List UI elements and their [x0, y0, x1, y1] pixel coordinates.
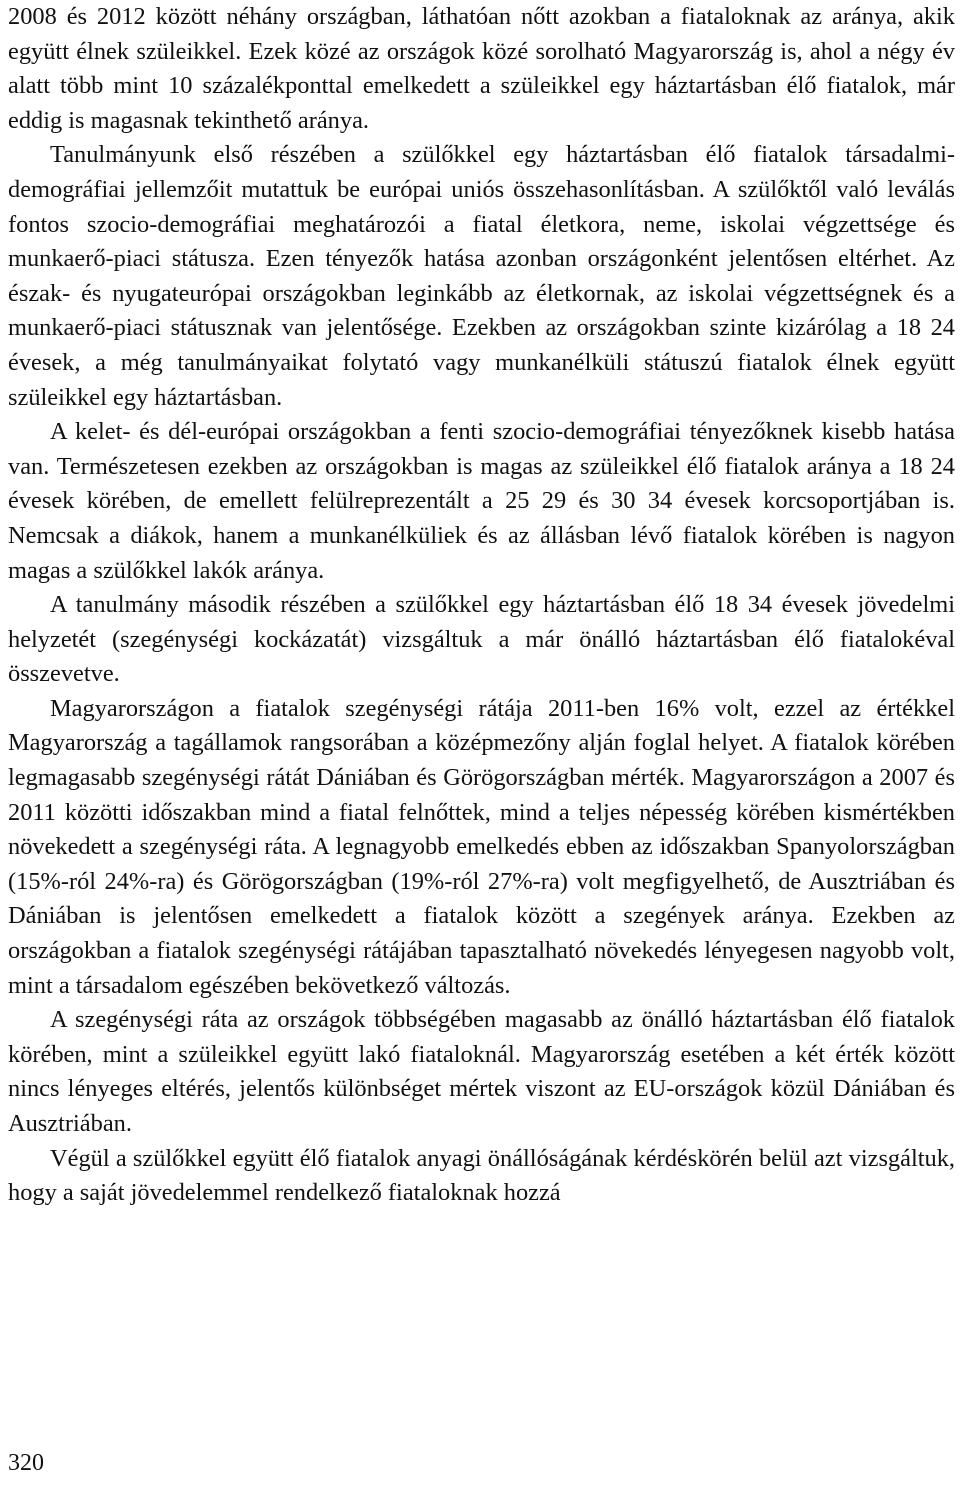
- paragraph-7: Végül a szülőkkel együtt élő fiatalok anyagi önállóságának kérdéskörén belül azt vizsgáltuk, hogy a saját jövedelemmel rendelkező fiataloknak hozzá: [8, 1144, 955, 1207]
- paragraph-1: 2008 és 2012 között néhány országban, láthatóan nőtt azokban a fiataloknak az aránya, akik együtt élnek szüleikkel. Ezek közé az országok közé sorolható Magyarország is, ahol a négy év alatt több mint 10 százalékponttal emelkedett a szüleikkel egy háztartásban élő fiatalok, már eddig is magasnak tekinthető aránya.: [8, 3, 955, 134]
- paragraph-4: A tanulmány második részében a szülőkkel egy háztartásban élő 18 34 évesek jövedelmi helyzetét (szegénységi kockázatát) vizsgáltuk a már önálló háztartásban élő fiatalokéval összevetve.: [8, 591, 955, 688]
- paragraph-5: Magyarországon a fiatalok szegénységi rátája 2011-ben 16% volt, ezzel az értékkel Magyarország a tagállamok rangsorában a középmezőny alján foglal helyet. A fiatalok körében legmagasabb szegénységi rátát Dániában és Görögországban mérték. Magyarországon a 2007 és 2011 közötti időszakban mind a fiatal felnőttek, mind a teljes népesség körében kismértékben növekedett a szegénységi ráta. A legnagyobb emelkedés ebben az időszakban Spanyolországban (15%-ról 24%-ra) és Görögországban (19%-ról 27%-ra) volt megfigyelhető, de Ausztriában és Dániában is jelentősen emelkedett a fiatalok között a szegények aránya. Ezekben az országokban a fiatalok szegénységi rátájában tapasztalható növekedés lényegesen nagyobb volt, mint a társadalom egészében bekövetkező változás.: [8, 694, 955, 999]
- document-page: [8, 0, 955, 1211]
- paragraph-6: A szegénységi ráta az országok többségében magasabb az önálló háztartásban élő fiatalok körében, mint a szüleikkel együtt lakó fiataloknál. Magyarország esetében a két érték között nincs lényeges eltérés, jelentős különbséget mértek viszont az EU-országok közül Dániában és Ausztriában.: [8, 1006, 955, 1137]
- page-number: 320: [8, 1450, 44, 1476]
- paragraph-3: A kelet- és dél-európai országokban a fenti szocio-demográfiai tényezőknek kisebb hatása van. Természetesen ezekben az országokban is magas az szüleikkel élő fiatalok aránya a 18 24 évesek körében, de emellett felülreprezentált a 25 29 és 30 34 évesek korcsoportjában is. Nemcsak a diákok, hanem a munkanélküliek és az állásban lévő fiatalok körében is nagyon magas a szülőkkel lakók aránya.: [8, 418, 955, 584]
- paragraph-2: Tanulmányunk első részében a szülőkkel egy háztartásban élő fiatalok társadalmi-demográfiai jellemzőit mutattuk be európai uniós összehasonlításban. A szülőktől való leválás fontos szocio-demográfiai meghatározói a fiatal életkora, neme, iskolai végzettsége és munkaerő-piaci státusza. Ezen tényezők hatása azonban országonként jelentősen eltérhet. Az észak- és nyugateurópai országokban leginkább az életkornak, az iskolai végzettségnek és a munkaerő-piaci státusznak van jelentősége. Ezekben az országokban szinte kizárólag a 18 24 évesek, a még tanulmányaikat folytató vagy munkanélküli státuszú fiatalok élnek együtt szüleikkel egy háztartásban.: [8, 141, 955, 411]
